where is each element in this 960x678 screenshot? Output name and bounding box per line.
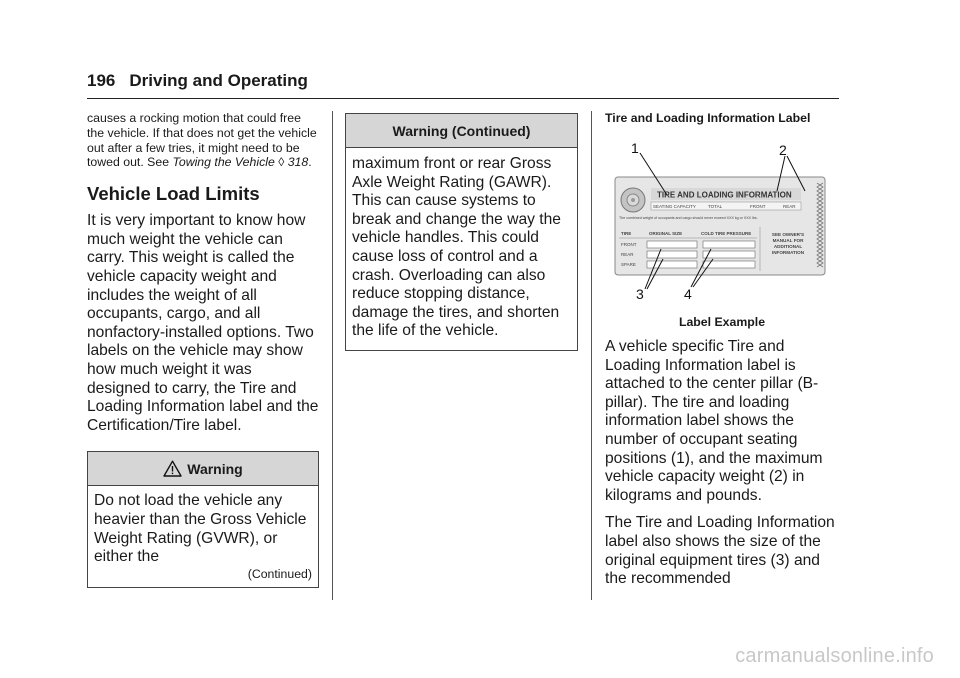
column-right <box>605 111 839 589</box>
xref-symbol: ◊ <box>278 155 285 170</box>
xref-page[interactable]: 318 <box>287 155 309 170</box>
section-heading: Vehicle Load Limits <box>87 183 260 205</box>
warning-continued-title: Warning (Continued) <box>392 122 531 139</box>
seating-rear-label: REAR <box>783 204 796 210</box>
header-rule <box>87 98 839 99</box>
cold-pressure-header: COLD TIRE PRESSURE <box>701 231 752 236</box>
label-example-figure <box>605 139 837 309</box>
size-box-rear <box>647 251 697 258</box>
pressure-box-front <box>703 241 755 248</box>
callout-2: 2 <box>779 142 787 158</box>
callout-3: 3 <box>636 286 644 302</box>
warning-header <box>88 452 318 486</box>
warning-body <box>88 486 318 586</box>
tire-label-illustration <box>605 139 837 309</box>
warning-triangle-icon <box>163 460 182 477</box>
row-front-label: FRONT <box>621 242 637 247</box>
column-divider-2 <box>591 111 592 600</box>
intro-text: causes a rocking motion that could free the vehicle. If that does not get the vehicle out after a few tries, it might need to be towed out. See <box>87 111 317 170</box>
size-box-front <box>647 241 697 248</box>
continued-note: (Continued) <box>247 566 312 581</box>
column-divider-1 <box>332 111 333 600</box>
pressure-box-rear <box>703 251 755 258</box>
seating-front-label: FRONT <box>750 204 766 210</box>
label-description-paragraph: A vehicle specific Tire and Loading Information label is attached to the center pillar (B-pillar). The tire and loading information label shows the number of occupant seating positions (1), and the maximum vehicle capacity weight (2) in kilograms and pounds. <box>605 338 823 504</box>
warning-title: Warning <box>187 460 243 477</box>
label-tire-size-paragraph: The Tire and Loading Information label also shows the size of the original equipment tires (3) and the recommended <box>605 514 835 588</box>
tire-emblem-icon <box>621 188 645 212</box>
label-title-text: TIRE AND LOADING INFORMATION <box>657 190 792 200</box>
seating-total-label: TOTAL <box>708 204 723 210</box>
warning-text: Do not load the vehicle any heavier than the Gross Vehicle Weight Rating (GVWR), or either the <box>94 492 307 566</box>
load-limits-paragraph: It is very important to know how much weight the vehicle can carry. This weight is called the vehicle capacity weight and includes the weight of all occupants, cargo, and all nonfactory-installed options. Two labels on the vehicle may show how much weight it was designed to carry, the Tire and Loading Information label and the Certification/Tire label. <box>87 212 319 434</box>
column-middle <box>345 111 578 351</box>
callout-1: 1 <box>631 140 639 156</box>
section-title: Driving and Operating <box>129 71 308 90</box>
row-rear-label: REAR <box>621 252 634 257</box>
see-manual-box <box>762 232 814 264</box>
warning-continued-header <box>346 114 577 148</box>
warning-continued-box <box>345 113 578 351</box>
callout-4: 4 <box>684 286 692 302</box>
combined-weight-text: The combined weight of occupants and cargo should never exceed XXX kg or XXX lbs. <box>619 216 758 220</box>
xref-link[interactable]: Towing the Vehicle <box>172 155 275 170</box>
column-left <box>87 111 319 588</box>
page-header <box>87 71 839 91</box>
tire-column-header: TIRE <box>621 231 632 236</box>
running-head <box>87 71 839 91</box>
intro-paragraph: causes a rocking motion that could free the vehicle. If that does not get the vehicle out after a few tries, it might need to be towed out. See Towing the Vehicle ◊ 318. <box>87 111 317 170</box>
warning-continued-body: maximum front or rear Gross Axle Weight Rating (GAWR). This can cause systems to break and change the way the vehicle handles. This could cause loss of control and a crash. Overloading can also reduce stopping distance, damage the tires, and shorten the life of the vehicle. <box>352 155 561 340</box>
see-manual-text: SEE OWNER'S MANUAL FOR ADDITIONAL INFORMATION <box>771 232 805 255</box>
figure-title: Tire and Loading Information Label <box>605 111 811 125</box>
figure-caption: Label Example <box>678 315 766 329</box>
original-size-header: ORIGINAL SIZE <box>649 231 683 236</box>
page-number: 196 <box>87 71 116 90</box>
warning-box <box>87 451 319 587</box>
row-spare-label: SPARE <box>621 262 636 267</box>
seating-capacity-label: SEATING CAPACITY <box>653 204 696 210</box>
watermark: carmanualsonline.info <box>735 645 934 667</box>
